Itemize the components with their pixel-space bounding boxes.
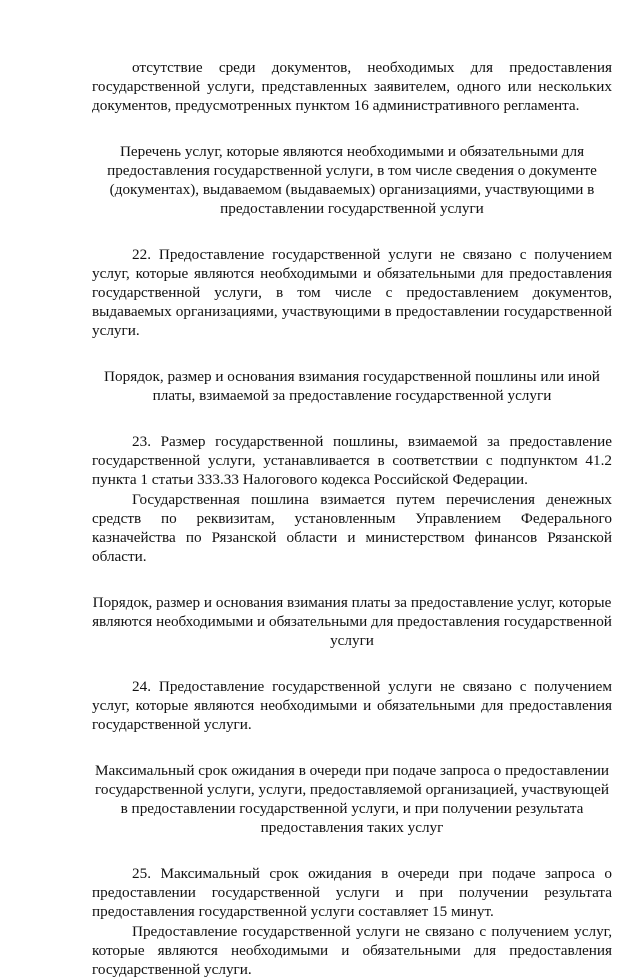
heading-state-duty: Порядок, размер и основания взимания государственной пошлины или иной платы, взимаемой за предоставление государственной услуги bbox=[104, 368, 600, 404]
paragraph-22: 22. Предоставление государственной услуги не связано с получением услуг, которые являются необходимыми и обязательными для предоставления государственной услуги, в том числе с предоставлением документов, выдаваемых организациями, участвующими в предоставлении государственной услуги. bbox=[92, 246, 612, 339]
paragraph-no-related-services: Предоставление государственной услуги не связано с получением услуг, которые являются необходимыми и обязательными для предоставления государственной услуги. bbox=[92, 923, 612, 978]
paragraph-missing-documents: отсутствие среди документов, необходимых для предоставления государственной услуги, представленных заявителем, одного или нескольких документов, предусмотренных пунктом 16 административного регламента. bbox=[92, 59, 612, 114]
heading-queue-time: Максимальный срок ожидания в очереди при подаче запроса о предоставлении государственной услуги, услуги, предоставляемой организацией, участвующей в предоставлении государственной услуги, и при получении результата предоставления таких услуг bbox=[94, 762, 610, 836]
paragraph-23: 23. Размер государственной пошлины, взимаемой за предоставление государственной услуги, устанавливается в соответствии с подпунктом 41.2 пункта 1 статьи 333.33 Налогового кодекса Российской Федерации. bbox=[92, 433, 612, 488]
document-page bbox=[92, 58, 612, 979]
paragraph-25: 25. Максимальный срок ожидания в очереди при подаче запроса о предоставлении государственной услуги и при получении результата предоставления государственной услуги составляет 15 минут. bbox=[92, 865, 612, 920]
heading-required-services: Перечень услуг, которые являются необходимыми и обязательными для предоставления государственной услуги, в том числе сведения о документе (документах), выдаваемом (выдаваемых) организациями, участвующими в предоставлении государственной услуги bbox=[107, 143, 597, 217]
paragraph-state-duty-payment: Государственная пошлина взимается путем перечисления денежных средств по реквизитам, установленным Управлением Федерального казначейства по Рязанской области и министерством финансов Рязанской области. bbox=[92, 491, 612, 565]
paragraph-24: 24. Предоставление государственной услуги не связано с получением услуг, которые являются необходимыми и обязательными для предоставления государственной услуги. bbox=[92, 678, 612, 733]
heading-service-fees: Порядок, размер и основания взимания платы за предоставление услуг, которые являются необходимыми и обязательными для предоставления государственной услуги bbox=[92, 594, 612, 649]
